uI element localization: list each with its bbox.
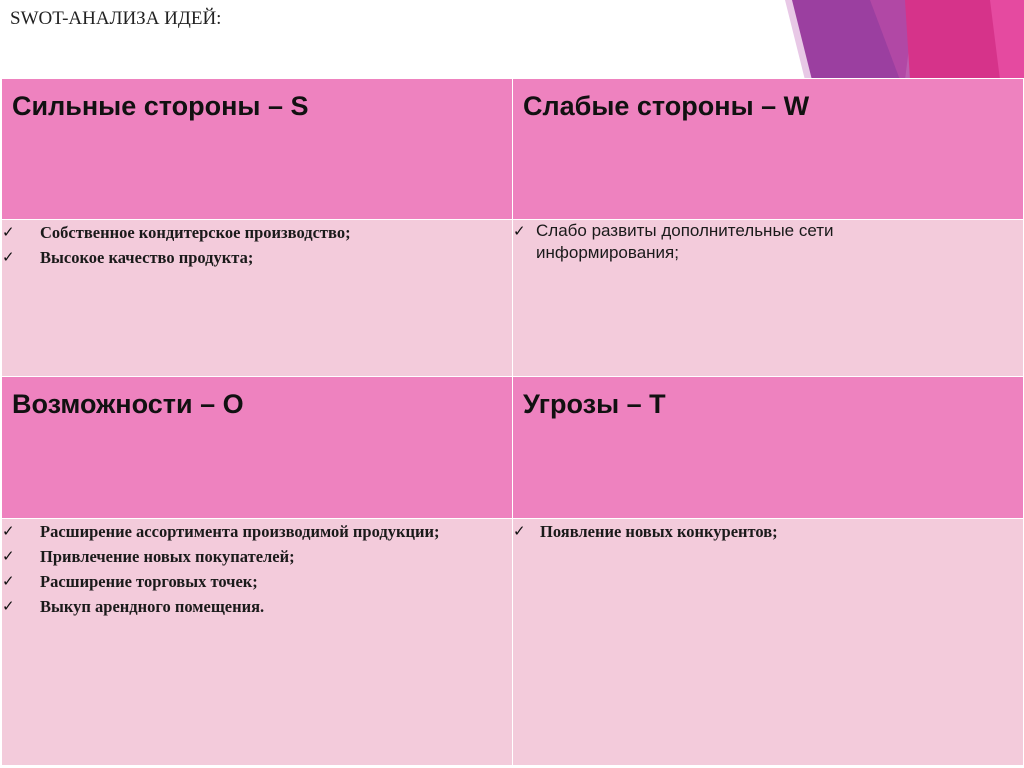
list-item [2,220,512,245]
check-icon: ✓ [513,521,526,540]
list-item [513,220,1023,264]
check-icon: ✓ [2,223,15,242]
list-item [2,594,512,619]
list-item [2,544,512,569]
opportunity-item: Выкуп арендного помещения. [40,596,265,616]
check-icon: ✓ [2,596,15,615]
check-icon: ✓ [2,521,15,540]
weaknesses-list [513,220,1023,264]
slide-title: SWOT-АНАЛИЗА ИДЕЙ: [10,8,222,29]
weaknesses-header-cell [513,79,1024,220]
list-item [2,245,512,270]
check-icon: ✓ [2,571,15,590]
strengths-body-cell [2,220,513,377]
opportunity-item: Привлечение новых покупателей; [40,546,295,566]
threats-header-cell [513,377,1024,518]
strengths-header-cell [2,79,513,220]
opportunities-title: Возможности – O [12,389,244,420]
weakness-item: Слабо развиты дополнительные сети информирования; [536,221,834,263]
threats-list [513,519,1023,544]
weaknesses-body-cell [513,220,1024,377]
threat-item: Появление новых конкурентов; [540,521,778,541]
list-item [2,569,512,594]
list-item [513,519,1023,544]
strengths-title: Сильные стороны – S [12,91,309,121]
swot-table [1,78,1024,766]
opportunity-item: Расширение ассортимента производимой продукции; [40,521,440,541]
opportunity-item: Расширение торговых точек; [40,571,258,591]
weaknesses-title: Слабые стороны – W [523,91,810,121]
threats-body-cell [513,518,1024,765]
check-icon: ✓ [2,546,15,565]
check-icon: ✓ [513,222,526,241]
check-icon: ✓ [2,248,15,267]
strength-item: Высокое качество продукта; [40,248,254,268]
list-item [2,519,512,544]
strength-item: Собственное кондитерское производство; [40,223,351,243]
opportunities-body-cell [2,518,513,765]
strengths-list [2,220,512,270]
opportunities-list [2,519,512,619]
opportunities-header-cell [2,377,513,518]
threats-title: Угрозы – T [523,389,666,420]
